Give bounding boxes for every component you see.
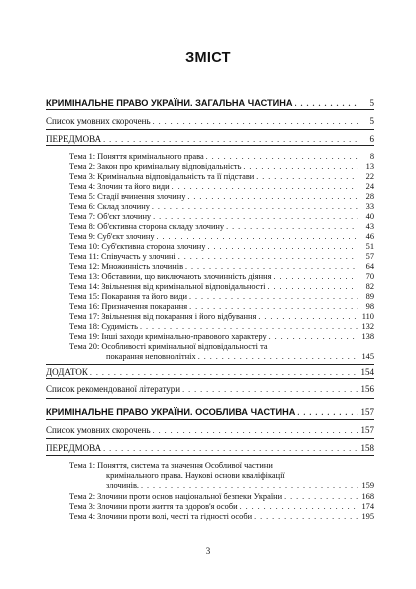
toc-entry-label: Тема 2: Закон про кримінальну відповідальність bbox=[69, 162, 242, 171]
underline-rule bbox=[46, 438, 374, 439]
toc-entry-literature bbox=[46, 384, 374, 394]
toc-entry-label: Тема 12: Множинність злочинів bbox=[69, 262, 184, 271]
dot-leader bbox=[153, 117, 358, 126]
toc-page-number: 157 bbox=[360, 407, 374, 417]
toc-topic bbox=[69, 252, 374, 261]
toc-entry-label: Тема 13: Обставини, що виключають злочинність діяння bbox=[69, 272, 272, 281]
toc-topic bbox=[69, 302, 374, 311]
toc-page-number: 156 bbox=[360, 384, 374, 394]
toc-topic bbox=[69, 172, 374, 181]
dot-leader bbox=[269, 332, 358, 341]
dot-leader bbox=[157, 232, 358, 241]
dot-leader bbox=[254, 512, 358, 521]
toc-topic-line: Тема 1: Поняття, система та значення Особливої частини bbox=[69, 461, 273, 470]
toc-entry-label: Тема 3: Злочини проти життя та здоров'я особи bbox=[69, 502, 238, 511]
toc-topic bbox=[69, 182, 374, 191]
toc-entry-label: ПЕРЕДМОВА bbox=[46, 134, 102, 144]
toc-page-number: 40 bbox=[365, 212, 374, 221]
toc-page-number: 57 bbox=[365, 252, 374, 261]
dot-leader bbox=[178, 252, 358, 261]
toc-part2-header bbox=[46, 407, 374, 417]
dot-leader bbox=[141, 481, 358, 490]
dot-leader bbox=[153, 212, 358, 221]
toc-entry-label: ПЕРЕДМОВА bbox=[46, 443, 102, 453]
dot-leader bbox=[172, 182, 358, 191]
toc-page-number: 168 bbox=[361, 492, 374, 501]
dot-leader bbox=[273, 272, 358, 281]
toc-topic bbox=[69, 232, 374, 241]
toc-entry-abbrev bbox=[46, 116, 374, 126]
dot-leader bbox=[226, 222, 358, 231]
toc-topic bbox=[106, 352, 374, 361]
toc-page-number: 24 bbox=[365, 182, 374, 191]
dot-leader bbox=[185, 262, 358, 271]
toc-entry-label: Тема 15: Покарання та його види bbox=[69, 292, 188, 301]
toc-entry-label: злочинів. bbox=[106, 481, 140, 490]
toc-page-number: 157 bbox=[360, 425, 374, 435]
dot-leader bbox=[243, 162, 358, 171]
page-title: ЗМІСТ bbox=[185, 50, 231, 66]
toc-page-number: 174 bbox=[361, 502, 374, 511]
underline-rule bbox=[46, 419, 374, 420]
dot-leader bbox=[258, 312, 358, 321]
toc-entry-preface bbox=[46, 443, 374, 453]
toc-entry-label: ДОДАТОК bbox=[46, 367, 88, 377]
toc-page-number: 89 bbox=[365, 292, 374, 301]
toc-page-number: 82 bbox=[365, 282, 374, 291]
dot-leader bbox=[267, 282, 358, 291]
toc-topic bbox=[69, 242, 374, 251]
toc-entry-label: Тема 6: Склад злочину bbox=[69, 202, 150, 211]
toc-entry-label: Тема 2: Злочини проти основ національної безпеки України bbox=[69, 492, 283, 501]
toc-topic bbox=[69, 492, 374, 501]
toc-topic bbox=[69, 212, 374, 221]
toc-topic bbox=[69, 272, 374, 281]
underline-rule bbox=[46, 398, 374, 399]
toc-entry-label: Тема 18: Судимість bbox=[69, 322, 138, 331]
toc-topic bbox=[69, 292, 374, 301]
toc-page-number: 22 bbox=[365, 172, 374, 181]
toc-page-number: 195 bbox=[361, 512, 374, 521]
toc-page-number: 138 bbox=[361, 332, 374, 341]
toc-page-number: 132 bbox=[361, 322, 374, 331]
dot-leader bbox=[284, 492, 358, 501]
page-number: 3 bbox=[205, 546, 211, 556]
dot-leader bbox=[256, 172, 358, 181]
underline-rule bbox=[46, 145, 374, 146]
toc-topic bbox=[69, 202, 374, 211]
dot-leader bbox=[198, 352, 358, 361]
dot-leader bbox=[103, 444, 358, 453]
toc-page-number: 154 bbox=[360, 367, 374, 377]
toc-entry-label: КРИМІНАЛЬНЕ ПРАВО УКРАЇНИ. ОСОБЛИВА ЧАСТИНА bbox=[46, 407, 296, 417]
underline-rule bbox=[46, 109, 374, 110]
toc-entry-preface bbox=[46, 134, 374, 144]
toc-page-number: 28 bbox=[365, 192, 374, 201]
toc-page-number: 159 bbox=[361, 481, 374, 490]
underline-rule bbox=[46, 129, 374, 130]
underline-rule bbox=[46, 378, 374, 379]
toc-entry-label: КРИМІНАЛЬНЕ ПРАВО УКРАЇНИ. ЗАГАЛЬНА ЧАСТИНА bbox=[46, 98, 293, 108]
toc-topic bbox=[69, 222, 374, 231]
dot-leader bbox=[297, 408, 358, 417]
toc-entry-label: Список умовних скорочень bbox=[46, 116, 151, 126]
toc-topic bbox=[69, 332, 374, 341]
toc-entry-label: покарання неповнолітніх bbox=[106, 352, 196, 361]
toc-page-number: 5 bbox=[369, 116, 374, 126]
toc-entry-label: Тема 19: Інші заходи кримінально-правового характеру bbox=[69, 332, 267, 341]
toc-entry-abbrev bbox=[46, 425, 374, 435]
dot-leader bbox=[153, 426, 358, 435]
toc-page-number: 46 bbox=[365, 232, 374, 241]
dot-leader bbox=[189, 292, 358, 301]
toc-page-number: 43 bbox=[365, 222, 374, 231]
toc-topic bbox=[69, 282, 374, 291]
toc-entry-label: Список умовних скорочень bbox=[46, 425, 151, 435]
toc-entry-label: Тема 8: Об'єктивна сторона складу злочину bbox=[69, 222, 225, 231]
toc-page-number: 8 bbox=[369, 152, 374, 161]
toc-topic bbox=[69, 162, 374, 171]
toc-entry-label: Тема 16: Призначення покарання bbox=[69, 302, 188, 311]
toc-topic bbox=[69, 262, 374, 271]
toc-topic bbox=[69, 312, 374, 321]
toc-topic bbox=[69, 192, 374, 201]
toc-page-number: 6 bbox=[369, 134, 374, 144]
dot-leader bbox=[182, 385, 358, 394]
toc-entry-label: Тема 11: Співучасть у злочині bbox=[69, 252, 176, 261]
toc-entry-appendix bbox=[46, 367, 374, 377]
toc-entry-label: Тема 1: Поняття кримінального права bbox=[69, 152, 204, 161]
toc-entry-label: Тема 4: Злочин та його види bbox=[69, 182, 170, 191]
dot-leader bbox=[90, 368, 358, 377]
underline-rule bbox=[46, 455, 374, 456]
toc-entry-label: Тема 5: Стадії вчинення злочину bbox=[69, 192, 186, 201]
dot-leader bbox=[140, 322, 358, 331]
toc-entry-label: Тема 4: Злочини проти волі, честі та гідності особи bbox=[69, 512, 253, 521]
toc-entry-label: Тема 7: Об'єкт злочину bbox=[69, 212, 152, 221]
toc-entry-label: Тема 10: Суб'єктивна сторона злочину bbox=[69, 242, 206, 251]
toc-page-number: 5 bbox=[369, 98, 374, 108]
underline-rule bbox=[46, 364, 374, 365]
dot-leader bbox=[187, 192, 358, 201]
toc-topic bbox=[69, 502, 374, 511]
dot-leader bbox=[240, 502, 358, 511]
toc-topic-line: Тема 20: Особливості кримінальної відповідальності та bbox=[69, 342, 268, 351]
dot-leader bbox=[152, 202, 358, 211]
toc-entry-label: Тема 9: Суб'єкт злочину bbox=[69, 232, 155, 241]
toc-topic-line: кримінального права. Наукові основи кваліфікації bbox=[106, 471, 285, 480]
toc-topic bbox=[69, 322, 374, 331]
dot-leader bbox=[189, 302, 358, 311]
dot-leader bbox=[295, 99, 358, 108]
toc-page-number: 98 bbox=[365, 302, 374, 311]
toc-entry-label: Тема 3: Кримінальна відповідальність та її підстави bbox=[69, 172, 255, 181]
toc-page-number: 158 bbox=[360, 443, 374, 453]
toc-page-number: 51 bbox=[365, 242, 374, 251]
toc-entry-label: Тема 17: Звільнення від покарання і його відбування bbox=[69, 312, 257, 321]
toc-page-number: 70 bbox=[365, 272, 374, 281]
toc-entry-label: Тема 14: Звільнення від кримінальної відповідальності bbox=[69, 282, 266, 291]
toc-page-number: 145 bbox=[361, 352, 374, 361]
toc-topic bbox=[69, 512, 374, 521]
dot-leader bbox=[206, 152, 358, 161]
toc-page-number: 13 bbox=[365, 162, 374, 171]
toc-entry-label: Список рекомендованої літератури bbox=[46, 384, 181, 394]
toc-page-number: 33 bbox=[365, 202, 374, 211]
toc-part1-header bbox=[46, 98, 374, 108]
toc-topic bbox=[69, 152, 374, 161]
toc-page-number: 110 bbox=[361, 312, 374, 321]
dot-leader bbox=[103, 135, 358, 144]
toc-page-number: 64 bbox=[365, 262, 374, 271]
dot-leader bbox=[207, 242, 358, 251]
toc-topic bbox=[106, 481, 374, 490]
